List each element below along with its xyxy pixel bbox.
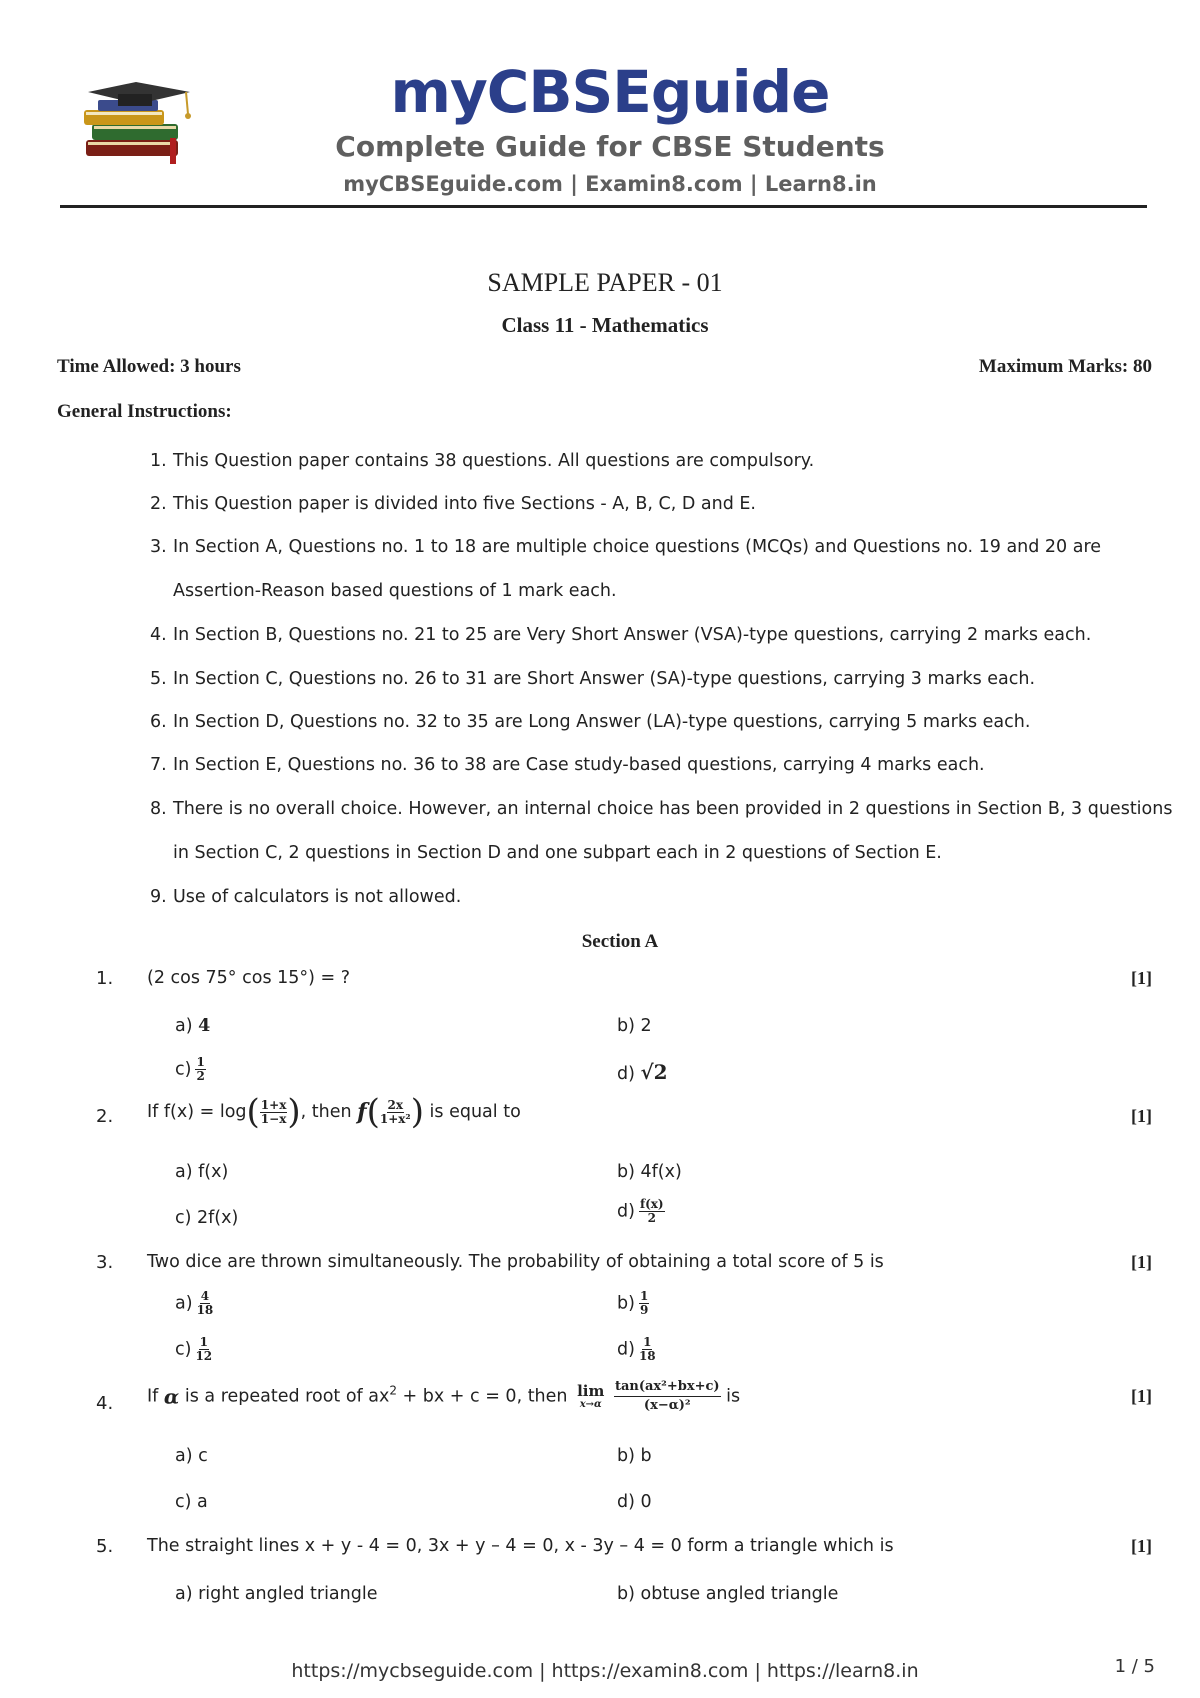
question-number: 5. — [96, 1536, 114, 1557]
paper-class: Class 11 - Mathematics — [501, 313, 709, 337]
header-divider — [60, 205, 1147, 208]
question-mark: [1] — [1131, 1536, 1152, 1556]
question-text: Two dice are thrown simultaneously. The probability of obtaining a total score of 5 is — [147, 1252, 884, 1272]
instruction-item: 8. There is no overall choice. However, an internal choice has been provided in 2 questions in Section B, 3 questions — [150, 799, 1173, 819]
question-text: (2 cos 75° cos 15°) = ? — [147, 968, 351, 988]
instruction-item: 7. In Section E, Questions no. 36 to 38 are Case study-based questions, carrying 4 marks each. — [150, 755, 985, 775]
option-a: a) 4 — [175, 1016, 211, 1036]
instruction-continuation: in Section C, 2 questions in Section D and one subpart each in 2 questions of Section E. — [173, 843, 942, 863]
question-mark: [1] — [1131, 1252, 1152, 1272]
instruction-item: 2. This Question paper is divided into five Sections - A, B, C, D and E. — [150, 494, 756, 514]
time-allowed: Time Allowed: 3 hours — [57, 356, 241, 377]
question-mark: [1] — [1131, 1386, 1152, 1406]
option-b: b) 2 — [617, 1016, 652, 1036]
section-heading: Section A — [581, 931, 659, 952]
instruction-continuation: Assertion-Reason based questions of 1 mark each. — [173, 581, 617, 601]
option-d: d) $\frac{1}{18}$ — [617, 1335, 656, 1363]
option-b: b) b — [617, 1446, 652, 1466]
brand-links: myCBSEguide.com | Examin8.com | Learn8.in — [343, 172, 877, 196]
option-d: d) $\frac{f(x)}{2}$ — [617, 1197, 664, 1225]
instruction-item: 5. In Section C, Questions no. 26 to 31 are Short Answer (SA)-type questions, carrying 3 marks each. — [150, 669, 1036, 689]
option-b: b) 4f(x) — [617, 1162, 682, 1182]
option-b: b) obtuse angled triangle — [617, 1584, 839, 1604]
brand-title: myCBSEguide — [390, 58, 830, 126]
option-a: a) $\frac{4}{18}$ — [175, 1289, 214, 1317]
question-mark: [1] — [1131, 968, 1152, 988]
question-number: 3. — [96, 1252, 114, 1273]
footer-links: https://mycbseguide.com | https://examin8.com | https://learn8.in — [291, 1660, 919, 1682]
instruction-item: 6. In Section D, Questions no. 32 to 35 are Long Answer (LA)-type questions, carrying 5 marks each. — [150, 712, 1031, 732]
option-a: a) right angled triangle — [175, 1584, 378, 1604]
option-a: a) c — [175, 1446, 208, 1466]
question-mark: [1] — [1131, 1106, 1152, 1126]
question-number: 4. — [96, 1393, 114, 1414]
option-a: a) f(x) — [175, 1162, 229, 1182]
question-text: The straight lines x + y - 4 = 0, 3x + y – 4 = 0, x - 3y – 4 = 0 form a triangle which is — [147, 1536, 894, 1556]
question-text: If f(x) = log( $\frac{1+x}{1-x}$ ), then f( $\frac{2x}{\text{1+x²}}$ ) is equal to — [147, 1092, 521, 1132]
option-d: d) 0 — [617, 1492, 652, 1512]
option-c: c) a — [175, 1492, 208, 1512]
instruction-item: 4. In Section B, Questions no. 21 to 25 are Very Short Answer (VSA)-type questions, carrying 2 marks each. — [150, 625, 1092, 645]
maximum-marks: Maximum Marks: 80 — [978, 356, 1152, 377]
option-d: d) √2 — [617, 1060, 668, 1084]
question-number: 2. — [96, 1106, 114, 1127]
option-c: c) $\frac{1}{12}$ — [175, 1335, 213, 1363]
option-b: b) $\frac{1}{9}$ — [617, 1289, 649, 1317]
option-c: c) $\frac{1}{2}$ — [175, 1055, 205, 1083]
brand-tagline: Complete Guide for CBSE Students — [335, 130, 885, 163]
question-number: 1. — [96, 968, 114, 989]
page-number: 1 / 5 — [1114, 1656, 1155, 1677]
option-c: c) 2f(x) — [175, 1208, 239, 1228]
instruction-item: 9. Use of calculators is not allowed. — [150, 887, 462, 907]
instructions-heading: General Instructions: — [57, 401, 232, 422]
question-text: If α is a repeated root of $ax^2$ + bx + c = 0, then lim x→α $\frac{\text{tan(ax²+bx+c)}}{\text{(x−α)²}}$ is — [147, 1379, 741, 1413]
instruction-item: 1. This Question paper contains 38 questions. All questions are compulsory. — [150, 451, 815, 471]
paper-title: SAMPLE PAPER - 01 — [487, 268, 723, 297]
instruction-item: 3. In Section A, Questions no. 1 to 18 are multiple choice questions (MCQs) and Questions no. 19 and 20 are — [150, 537, 1102, 557]
